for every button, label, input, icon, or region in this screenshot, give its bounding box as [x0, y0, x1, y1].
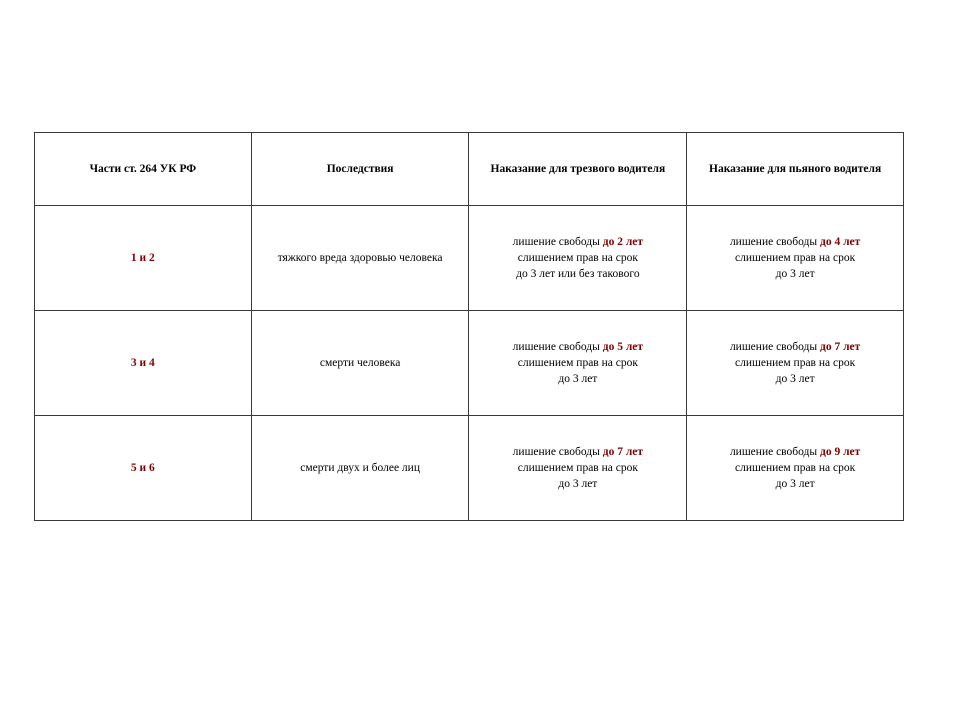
- header-consequence: Последствия: [251, 133, 469, 206]
- penalty-term: до 7 лет: [602, 446, 644, 458]
- penalty-line-3: до 3 лет: [558, 373, 598, 385]
- penalty-prefix: лишение свободы: [512, 446, 603, 458]
- drunk-penalty-cell: [687, 311, 904, 416]
- penalty-prefix: лишение свободы: [512, 236, 603, 248]
- penalty-prefix: лишение свободы: [729, 236, 821, 248]
- header-sober-penalty: Наказание для трезвого водителя: [469, 133, 687, 206]
- penalty-line-2: слишением прав на срок: [735, 252, 856, 264]
- penalty-prefix: лишение свободы: [729, 446, 821, 458]
- penalty-line-3: до 3 лет: [775, 478, 815, 490]
- table-row: [35, 206, 904, 311]
- consequence-cell: тяжкого вреда здоровью человека: [251, 206, 469, 311]
- penalty-line-1: [473, 234, 682, 250]
- penalty-term: до 7 лет: [820, 341, 861, 353]
- penalty-term: до 2 лет: [602, 236, 644, 248]
- penalty-term: до 5 лет: [602, 341, 644, 353]
- penalty-prefix: лишение свободы: [512, 341, 603, 353]
- penalty-line-3: до 3 лет: [775, 268, 815, 280]
- penalty-term: до 9 лет: [820, 446, 861, 458]
- table-row: [35, 311, 904, 416]
- penalty-line-3: до 3 лет или без такового: [516, 268, 640, 280]
- penalty-line-1: [691, 234, 899, 250]
- drunk-penalty-cell: [687, 416, 904, 521]
- penalty-line-2: слишением прав на срок: [735, 462, 856, 474]
- penalty-line-1: [473, 444, 682, 460]
- header-row: [35, 133, 904, 206]
- penalty-term: до 4 лет: [820, 236, 861, 248]
- part-cell: 5 и 6: [35, 416, 252, 521]
- penalty-table: [34, 132, 904, 521]
- consequence-cell: смерти человека: [251, 311, 469, 416]
- sober-penalty-cell: [469, 416, 687, 521]
- sober-penalty-cell: [469, 206, 687, 311]
- penalty-line-2: слишением прав на срок: [517, 357, 638, 369]
- sober-penalty-cell: [469, 311, 687, 416]
- header-part: Части ст. 264 УК РФ: [35, 133, 252, 206]
- consequence-cell: смерти двух и более лиц: [251, 416, 469, 521]
- table-row: [35, 416, 904, 521]
- penalty-line-3: до 3 лет: [558, 478, 598, 490]
- part-cell: 3 и 4: [35, 311, 252, 416]
- part-cell: 1 и 2: [35, 206, 252, 311]
- penalty-prefix: лишение свободы: [729, 341, 821, 353]
- penalty-line-1: [691, 444, 899, 460]
- penalty-line-2: слишением прав на срок: [517, 462, 638, 474]
- penalty-line-3: до 3 лет: [775, 373, 815, 385]
- header-drunk-penalty: Наказание для пьяного водителя: [687, 133, 904, 206]
- penalty-line-1: [691, 339, 899, 355]
- penalty-line-2: слишением прав на срок: [735, 357, 856, 369]
- drunk-penalty-cell: [687, 206, 904, 311]
- penalty-line-2: слишением прав на срок: [517, 252, 638, 264]
- penalty-line-1: [473, 339, 682, 355]
